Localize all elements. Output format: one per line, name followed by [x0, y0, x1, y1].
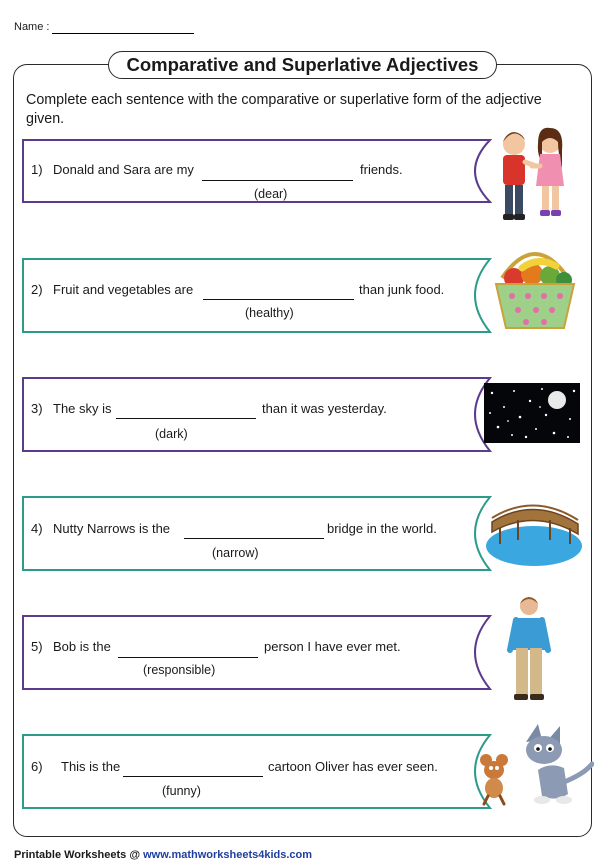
footer-label: Printable Worksheets @ — [14, 849, 141, 861]
worksheet-title: Comparative and Superlative Adjectives — [108, 51, 497, 79]
question-text-before: The sky is — [53, 401, 112, 416]
question-card-3 — [22, 377, 492, 441]
question-number: 1) — [31, 162, 43, 177]
footer-url-link[interactable]: www.mathworksheets4kids.com — [143, 849, 313, 861]
answer-blank[interactable] — [118, 657, 258, 658]
adjective-hint: (narrow) — [212, 546, 259, 560]
name-input-line[interactable] — [52, 33, 194, 34]
question-text-before: Donald and Sara are my — [53, 162, 194, 177]
question-text-after: friends. — [360, 162, 403, 177]
answer-blank[interactable] — [184, 538, 324, 539]
question-number: 4) — [31, 521, 43, 536]
question-text-after: bridge in the world. — [327, 521, 437, 536]
question-card-5 — [22, 615, 492, 679]
question-text-before: Fruit and vegetables are — [53, 282, 194, 297]
question-number: 3) — [31, 401, 43, 416]
question-number: 6) — [31, 759, 43, 774]
question-text-before: Nutty Narrows is the — [53, 521, 171, 536]
question-number: 2) — [31, 282, 43, 297]
name-label: Name : — [14, 21, 50, 33]
adjective-hint: (dark) — [155, 427, 188, 441]
man-icon — [506, 594, 552, 706]
question-text-after: than it was yesterday. — [262, 401, 387, 416]
answer-blank[interactable] — [123, 776, 263, 777]
night-sky-icon — [484, 383, 580, 443]
question-text-after: person I have ever met. — [264, 639, 401, 654]
question-card-4 — [22, 496, 492, 560]
question-text-after: cartoon Oliver has ever seen. — [268, 759, 438, 774]
answer-blank[interactable] — [203, 299, 354, 300]
question-card-6 — [22, 734, 492, 798]
instructions-text: Complete each sentence with the comparative or superlative form of the adjective given. — [26, 92, 542, 127]
adjective-hint: (healthy) — [245, 306, 294, 320]
answer-blank[interactable] — [116, 418, 256, 419]
question-card-2 — [22, 258, 492, 322]
adjective-hint: (funny) — [162, 784, 201, 798]
footer — [14, 849, 312, 861]
answer-blank[interactable] — [202, 180, 353, 181]
question-card-1 — [22, 139, 492, 203]
question-number: 5) — [31, 639, 43, 654]
fruit-basket-icon — [488, 244, 582, 334]
question-text-before: This is the — [61, 759, 121, 774]
question-text-before: Bob is the — [53, 639, 111, 654]
children-icon — [492, 124, 572, 224]
adjective-hint: (dear) — [254, 187, 288, 201]
question-text-after: than junk food. — [359, 282, 445, 297]
cartoon-cat-mouse-icon — [476, 722, 594, 806]
adjective-hint: (responsible) — [143, 663, 216, 677]
bridge-icon — [484, 500, 586, 572]
